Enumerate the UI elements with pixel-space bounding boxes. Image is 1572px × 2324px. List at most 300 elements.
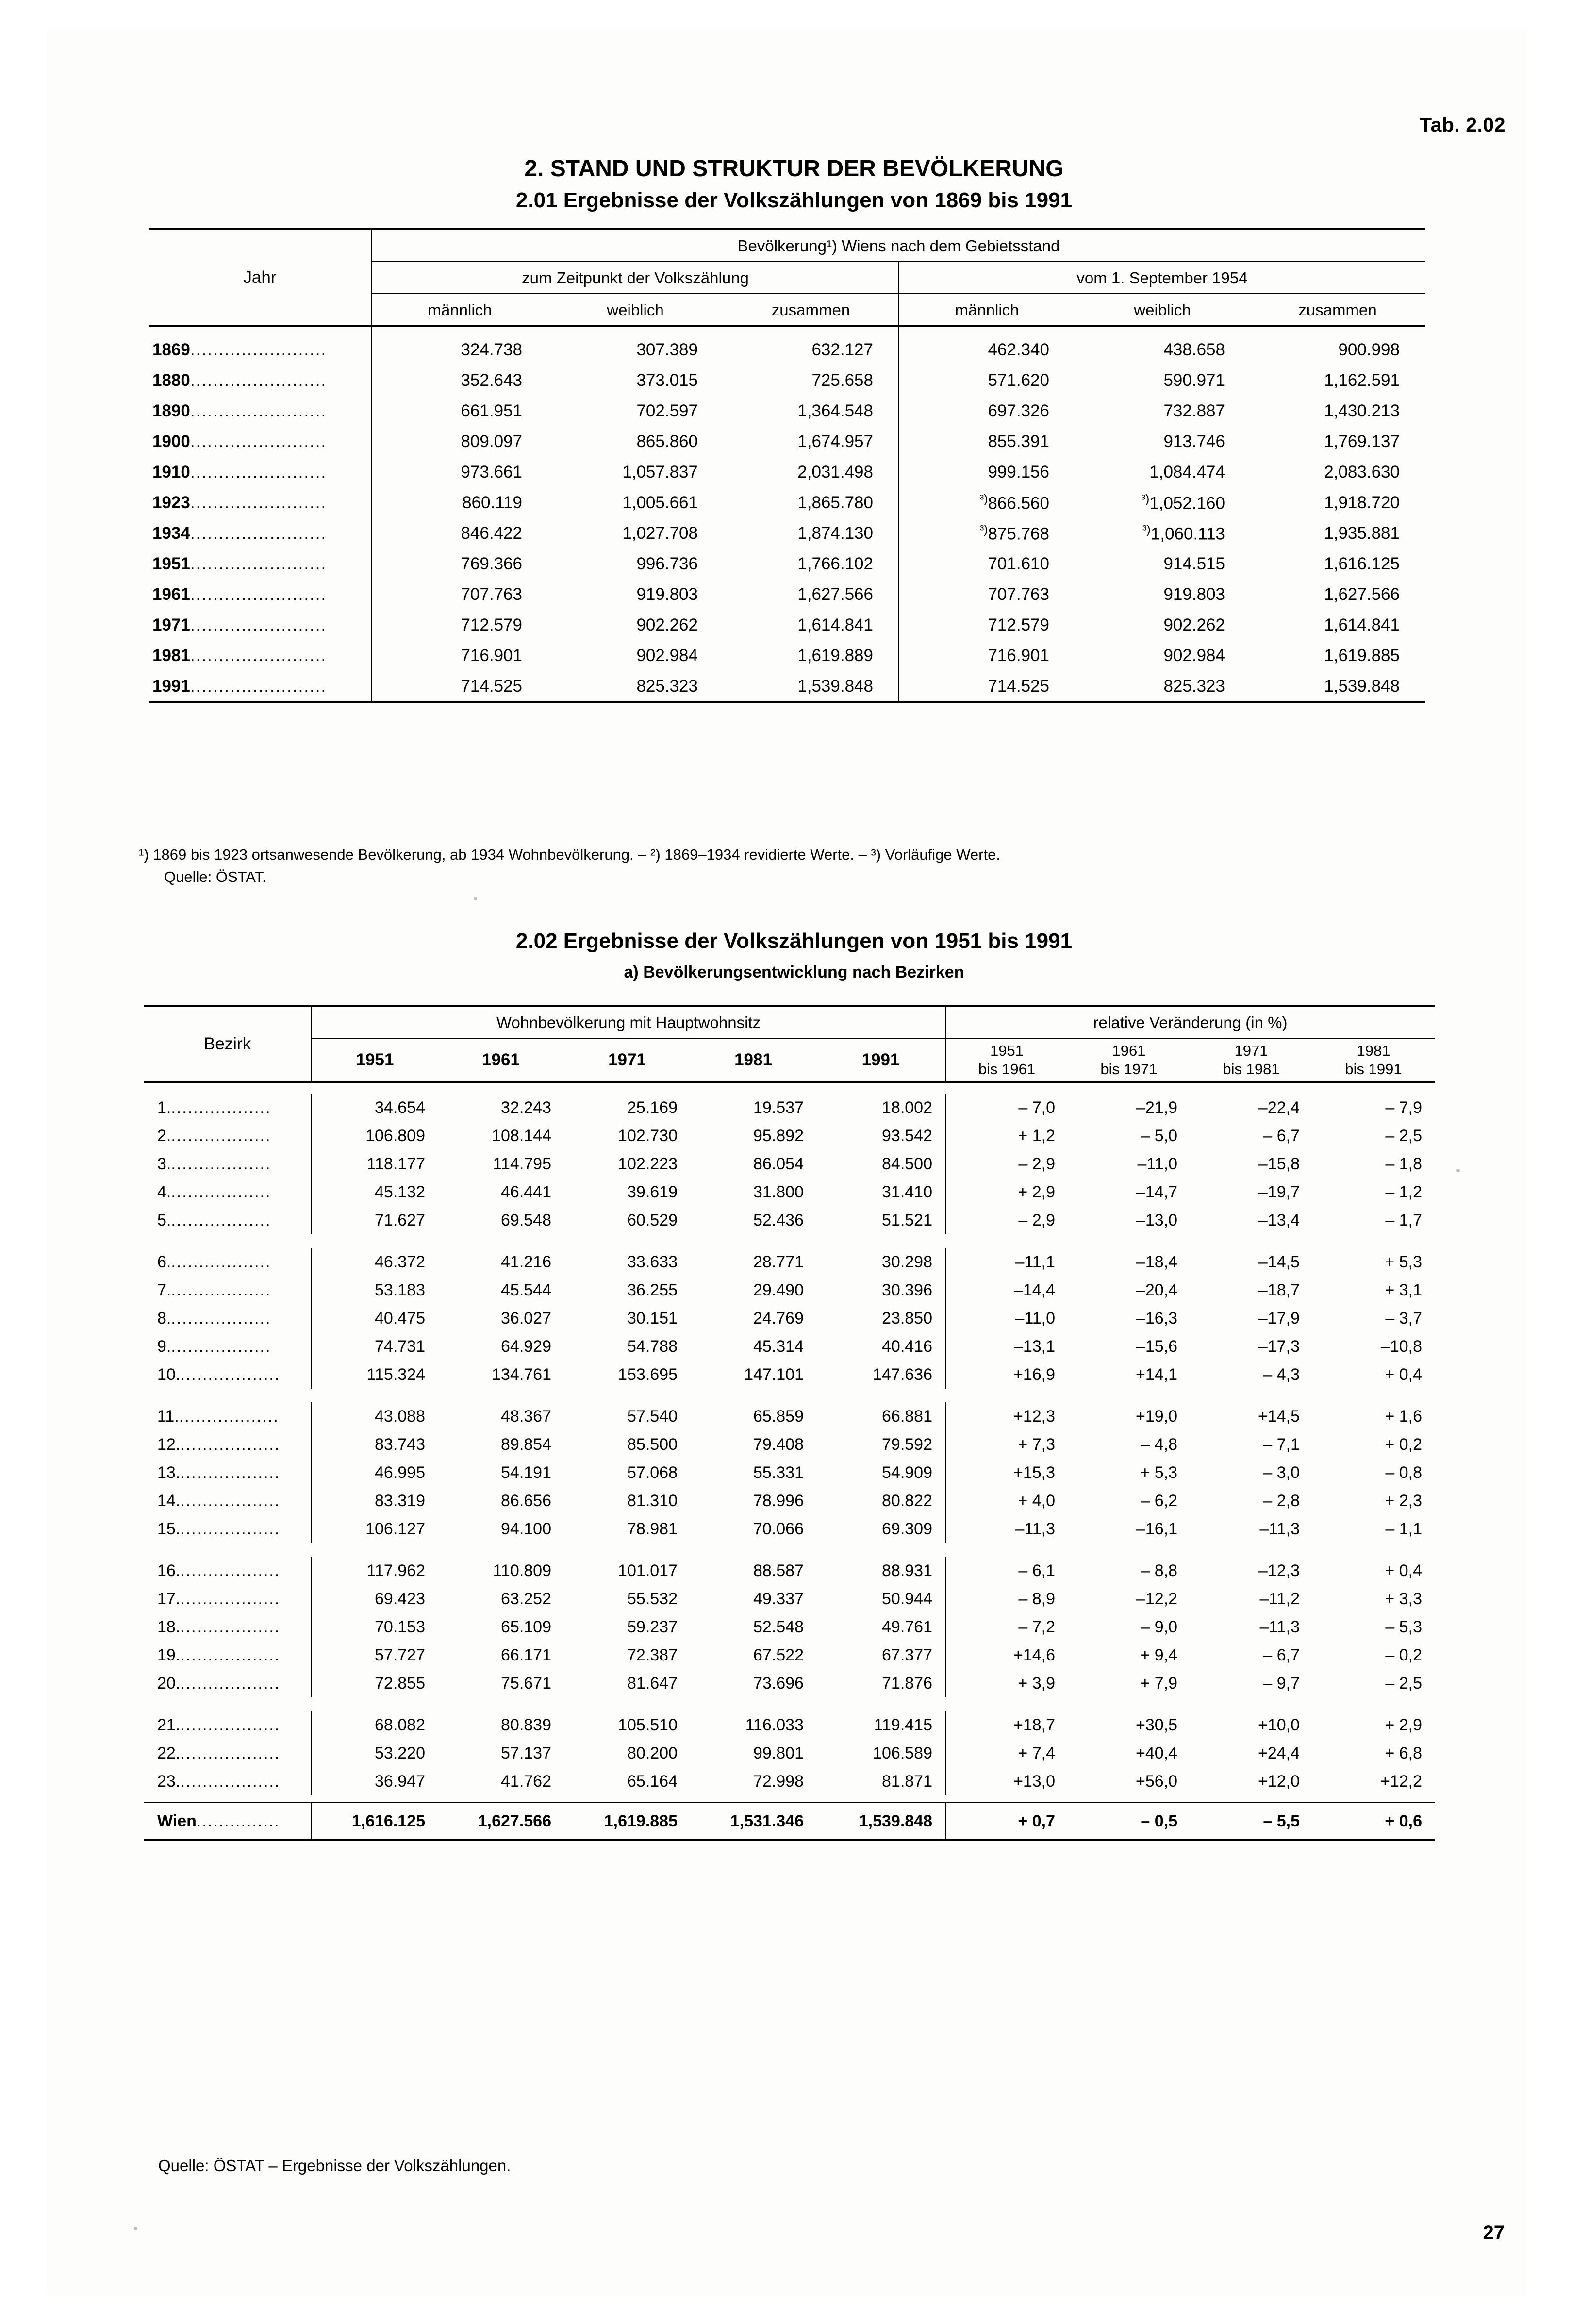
change-line-2: bis 1961 bbox=[978, 1061, 1036, 1078]
row-year: 1890 bbox=[152, 401, 190, 420]
leader-dots: ........................ bbox=[190, 646, 327, 665]
data-cell: 716.901 bbox=[988, 646, 1049, 665]
data-cell: 29.490 bbox=[753, 1280, 804, 1299]
data-cell: 714.525 bbox=[988, 676, 1049, 696]
data-cell: 30.298 bbox=[816, 1248, 945, 1276]
data-cell: – 5,3 bbox=[1385, 1617, 1422, 1636]
row-year: 1900 bbox=[152, 432, 190, 451]
total-data-cell: + 0,6 bbox=[1312, 1803, 1435, 1840]
col-header-change-1981-1991 bbox=[1312, 1038, 1435, 1082]
data-cell: +16,9 bbox=[1013, 1365, 1055, 1384]
data-cell: + 6,8 bbox=[1385, 1743, 1422, 1762]
table-row bbox=[149, 487, 1425, 518]
data-cell: 68.082 bbox=[375, 1715, 425, 1734]
data-cell: – 7,0 bbox=[1018, 1098, 1055, 1117]
data-cell: 46.372 bbox=[375, 1252, 425, 1271]
row-label-cell bbox=[144, 1402, 312, 1430]
data-cell: – 2,5 bbox=[1385, 1674, 1422, 1693]
data-cell: 632.127 bbox=[723, 326, 899, 365]
row-spacer bbox=[144, 1234, 1435, 1248]
data-cell: + 2,9 bbox=[1385, 1715, 1422, 1734]
data-cell: 1,027.708 bbox=[622, 523, 698, 543]
data-cell: 116.033 bbox=[745, 1715, 804, 1734]
row-label-cell bbox=[149, 487, 372, 518]
row-label-cell bbox=[149, 365, 372, 396]
row-district: 5. bbox=[157, 1211, 171, 1229]
data-cell: 716.901 bbox=[461, 646, 522, 665]
row-district: 17. bbox=[157, 1589, 181, 1608]
data-cell: 31.800 bbox=[753, 1182, 804, 1201]
change-line-1: 1981 bbox=[1357, 1042, 1390, 1059]
data-cell: – 1,1 bbox=[1385, 1519, 1422, 1538]
row-district: 15. bbox=[157, 1519, 181, 1538]
data-cell: –10,8 bbox=[1380, 1337, 1422, 1356]
data-cell: –13,1 bbox=[1013, 1337, 1055, 1356]
row-total-label: Wien bbox=[157, 1811, 197, 1830]
page-title: 2. STAND UND STRUKTUR DER BEVÖLKERUNG bbox=[524, 156, 1064, 182]
data-cell: $^{^3)}$1,052.160 bbox=[1141, 492, 1225, 513]
data-cell: 80.200 bbox=[627, 1743, 678, 1762]
row-label-cell bbox=[144, 1515, 312, 1543]
leader-dots: .................. bbox=[180, 1435, 281, 1454]
row-year: 1923 bbox=[152, 493, 190, 512]
row-label-cell bbox=[144, 1248, 312, 1276]
leader-dots: .................. bbox=[180, 1365, 281, 1384]
data-cell: 52.436 bbox=[753, 1211, 804, 1229]
data-cell: 46.995 bbox=[375, 1463, 425, 1482]
data-cell: 902.262 bbox=[636, 615, 698, 634]
data-cell: 69.309 bbox=[816, 1515, 945, 1543]
row-spacer bbox=[144, 1543, 1435, 1557]
data-cell: 72.855 bbox=[375, 1674, 425, 1693]
data-cell: 66.881 bbox=[816, 1402, 945, 1430]
table-row bbox=[144, 1585, 1435, 1613]
data-cell: 769.366 bbox=[461, 554, 522, 573]
data-cell: 999.156 bbox=[988, 462, 1049, 481]
data-cell: 41.216 bbox=[501, 1252, 551, 1271]
spacer-cell bbox=[144, 1082, 1435, 1094]
data-cell: – 4,3 bbox=[1263, 1365, 1300, 1384]
data-cell: 49.761 bbox=[816, 1613, 945, 1641]
data-cell: 45.314 bbox=[753, 1337, 804, 1356]
data-cell: 63.252 bbox=[501, 1589, 551, 1608]
data-cell: + 9,4 bbox=[1140, 1645, 1177, 1664]
data-cell: – 3,0 bbox=[1263, 1463, 1300, 1482]
data-cell: 919.803 bbox=[636, 584, 698, 604]
row-district: 2. bbox=[157, 1126, 171, 1145]
change-line-2: bis 1981 bbox=[1223, 1061, 1280, 1078]
table-row bbox=[144, 1122, 1435, 1150]
data-cell: 88.931 bbox=[816, 1557, 945, 1585]
data-cell: 57.727 bbox=[375, 1645, 425, 1664]
data-cell: – 7,9 bbox=[1385, 1098, 1422, 1117]
data-cell: +40,4 bbox=[1135, 1743, 1177, 1762]
change-line-2: bis 1971 bbox=[1100, 1061, 1158, 1078]
table-row bbox=[144, 1430, 1435, 1459]
table-row bbox=[149, 426, 1425, 457]
data-cell: 50.944 bbox=[816, 1585, 945, 1613]
data-cell: 43.088 bbox=[375, 1407, 425, 1426]
data-cell: 809.097 bbox=[461, 432, 522, 451]
data-cell: 46.441 bbox=[501, 1182, 551, 1201]
row-district: 3. bbox=[157, 1154, 171, 1173]
row-spacer bbox=[144, 1082, 1435, 1094]
data-cell: 590.971 bbox=[1163, 370, 1225, 390]
data-cell: –14,5 bbox=[1258, 1252, 1300, 1271]
data-cell: 95.892 bbox=[753, 1126, 804, 1145]
data-cell: –11,3 bbox=[1015, 1519, 1055, 1538]
data-cell: –11,1 bbox=[1015, 1252, 1055, 1271]
table-row bbox=[149, 229, 1425, 262]
row-year: 1910 bbox=[152, 462, 190, 481]
data-cell: – 6,7 bbox=[1263, 1126, 1300, 1145]
total-data-cell: 1,619.885 bbox=[564, 1803, 690, 1840]
data-cell: 45.132 bbox=[375, 1182, 425, 1201]
row-label-cell bbox=[149, 457, 372, 487]
data-cell: 30.396 bbox=[816, 1276, 945, 1304]
total-data-cell: 1,616.125 bbox=[312, 1803, 438, 1840]
data-cell: 902.984 bbox=[636, 646, 698, 665]
table-row bbox=[149, 548, 1425, 579]
data-cell: 67.522 bbox=[753, 1645, 804, 1664]
data-cell: –12,3 bbox=[1258, 1561, 1300, 1580]
total-data-cell: 1,627.566 bbox=[438, 1803, 564, 1840]
data-cell: –17,9 bbox=[1258, 1309, 1300, 1328]
data-cell: 69.423 bbox=[375, 1589, 425, 1608]
leader-dots: .................. bbox=[180, 1645, 281, 1664]
data-cell: 33.633 bbox=[627, 1252, 678, 1271]
data-cell: 31.410 bbox=[816, 1178, 945, 1206]
data-cell: –16,1 bbox=[1136, 1519, 1177, 1538]
data-cell: –11,0 bbox=[1137, 1154, 1177, 1173]
data-cell: 79.592 bbox=[816, 1430, 945, 1459]
data-cell: 324.738 bbox=[461, 340, 522, 359]
row-label-cell bbox=[144, 1669, 312, 1697]
table-row bbox=[149, 396, 1425, 426]
row-district: 21. bbox=[157, 1715, 181, 1734]
data-cell: –13,0 bbox=[1136, 1211, 1177, 1229]
row-district: 14. bbox=[157, 1491, 181, 1510]
data-cell: 65.164 bbox=[627, 1772, 678, 1791]
data-cell: 117.962 bbox=[366, 1561, 425, 1580]
col-header-b-weiblich: weiblich bbox=[1075, 294, 1250, 326]
row-spacer bbox=[144, 1795, 1435, 1803]
data-cell: 41.762 bbox=[501, 1772, 551, 1791]
speck-mark bbox=[134, 2227, 137, 2230]
col-header-1991: 1991 bbox=[816, 1038, 945, 1082]
data-cell: 913.746 bbox=[1163, 432, 1225, 451]
table-row bbox=[144, 1641, 1435, 1669]
data-cell: – 9,7 bbox=[1263, 1674, 1300, 1693]
row-label-cell bbox=[144, 1430, 312, 1459]
row-year: 1951 bbox=[152, 554, 190, 573]
table-row bbox=[144, 1515, 1435, 1543]
data-cell: – 0,8 bbox=[1385, 1463, 1422, 1482]
col-header-b-maennlich: männlich bbox=[899, 294, 1075, 326]
table-row bbox=[149, 671, 1425, 702]
table-row bbox=[144, 1711, 1435, 1739]
data-cell: 1,614.841 bbox=[723, 610, 899, 640]
col-header-veraenderung: relative Veränderung (in %) bbox=[945, 1006, 1435, 1038]
leader-dots: ........................ bbox=[190, 370, 327, 390]
data-cell: 86.054 bbox=[753, 1154, 804, 1173]
data-cell: –12,2 bbox=[1136, 1589, 1177, 1608]
table-bottom-rule bbox=[149, 702, 1425, 705]
data-cell: 40.416 bbox=[816, 1332, 945, 1361]
data-cell: 65.859 bbox=[753, 1407, 804, 1426]
data-cell: + 3,3 bbox=[1385, 1589, 1422, 1608]
leader-dots: .................. bbox=[180, 1561, 281, 1580]
leader-dots: .................. bbox=[180, 1463, 281, 1482]
data-cell: 725.658 bbox=[723, 365, 899, 396]
table-row bbox=[144, 1304, 1435, 1332]
data-cell: 69.548 bbox=[501, 1211, 551, 1229]
row-label-cell bbox=[144, 1557, 312, 1585]
data-cell: – 2,5 bbox=[1385, 1126, 1422, 1145]
row-spacer bbox=[144, 1389, 1435, 1402]
row-district: 23. bbox=[157, 1772, 181, 1791]
leader-dots: ........................ bbox=[190, 401, 327, 420]
row-label-cell bbox=[149, 671, 372, 702]
section-subtitle-2-02a: a) Bevölkerungsentwicklung nach Bezirken bbox=[624, 963, 964, 981]
total-data-cell: + 0,7 bbox=[945, 1803, 1068, 1840]
row-label-cell bbox=[149, 548, 372, 579]
data-cell: 72.998 bbox=[753, 1772, 804, 1791]
data-cell: +14,1 bbox=[1135, 1365, 1177, 1384]
data-cell: +14,6 bbox=[1013, 1645, 1055, 1664]
data-cell: 32.243 bbox=[501, 1098, 551, 1117]
leader-dots: .................. bbox=[171, 1154, 271, 1173]
data-cell: 74.731 bbox=[375, 1337, 425, 1356]
data-cell: –14,7 bbox=[1136, 1182, 1177, 1201]
table-row bbox=[144, 1094, 1435, 1122]
data-cell: 39.619 bbox=[627, 1182, 678, 1201]
change-line-1: 1951 bbox=[990, 1042, 1024, 1059]
data-cell: – 1,2 bbox=[1385, 1182, 1422, 1201]
spacer-cell bbox=[144, 1234, 1435, 1248]
data-cell: + 2,9 bbox=[1018, 1182, 1055, 1201]
data-cell: 147.101 bbox=[744, 1365, 804, 1384]
table-row bbox=[144, 1361, 1435, 1389]
leader-dots: ........................ bbox=[190, 462, 327, 481]
data-cell: 102.223 bbox=[618, 1154, 678, 1173]
tab-label: Tab. 2.02 bbox=[1420, 114, 1506, 136]
data-cell: 1,769.137 bbox=[1324, 432, 1400, 451]
data-cell: 996.736 bbox=[636, 554, 698, 573]
data-cell: 60.529 bbox=[627, 1211, 678, 1229]
data-cell: 1,627.566 bbox=[723, 579, 899, 610]
table-row bbox=[144, 1487, 1435, 1515]
col-header-wohnbevoelkerung: Wohnbevölkerung mit Hauptwohnsitz bbox=[312, 1006, 945, 1038]
data-cell: 307.389 bbox=[636, 340, 698, 359]
data-cell: – 3,7 bbox=[1385, 1309, 1422, 1328]
row-label-cell bbox=[144, 1332, 312, 1361]
row-label-cell bbox=[144, 1739, 312, 1767]
spacer-cell bbox=[144, 1543, 1435, 1557]
table-row bbox=[149, 365, 1425, 396]
row-district: 1. bbox=[157, 1098, 171, 1117]
data-cell: 53.183 bbox=[375, 1280, 425, 1299]
row-district: 19. bbox=[157, 1645, 181, 1664]
data-cell: 55.532 bbox=[627, 1589, 678, 1608]
row-label-cell bbox=[144, 1122, 312, 1150]
row-label-cell bbox=[144, 1585, 312, 1613]
row-label-cell bbox=[144, 1361, 312, 1389]
row-year: 1880 bbox=[152, 370, 190, 390]
data-cell: 93.542 bbox=[816, 1122, 945, 1150]
data-cell: 900.998 bbox=[1338, 340, 1400, 359]
data-cell: 24.769 bbox=[753, 1309, 804, 1328]
leader-dots: .................. bbox=[171, 1252, 271, 1271]
table-row bbox=[149, 610, 1425, 640]
data-cell: – 6,7 bbox=[1263, 1645, 1300, 1664]
data-cell: 1,619.885 bbox=[1324, 646, 1400, 665]
data-cell: 51.521 bbox=[816, 1206, 945, 1234]
leader-dots: ........................ bbox=[190, 554, 327, 573]
leader-dots: .................. bbox=[180, 1589, 281, 1608]
col-header-zeitpunkt: zum Zeitpunkt der Volkszählung bbox=[372, 262, 899, 294]
data-cell: –19,7 bbox=[1258, 1182, 1300, 1201]
row-label-cell bbox=[144, 1459, 312, 1487]
data-cell: 707.763 bbox=[461, 584, 522, 604]
row-label-cell bbox=[149, 640, 372, 671]
data-cell: 1,364.548 bbox=[723, 396, 899, 426]
footnote-source-1: Quelle: ÖSTAT. bbox=[164, 868, 266, 885]
table-row bbox=[144, 1248, 1435, 1276]
data-cell: 54.191 bbox=[501, 1463, 551, 1482]
data-cell: –21,9 bbox=[1136, 1098, 1177, 1117]
leader-dots: .................. bbox=[180, 1674, 281, 1693]
data-cell: 81.871 bbox=[816, 1767, 945, 1795]
change-line-2: bis 1991 bbox=[1345, 1061, 1402, 1078]
data-cell: 78.981 bbox=[627, 1519, 678, 1538]
data-cell: 108.144 bbox=[492, 1126, 551, 1145]
row-label-cell bbox=[144, 1178, 312, 1206]
data-cell: + 0,4 bbox=[1385, 1365, 1422, 1384]
table-census-1869-1991 bbox=[149, 228, 1425, 705]
row-district: 9. bbox=[157, 1337, 171, 1356]
data-cell: +12,2 bbox=[1380, 1772, 1422, 1791]
data-cell: 825.323 bbox=[636, 676, 698, 696]
leader-dots: ........................ bbox=[190, 615, 327, 634]
data-cell: + 7,4 bbox=[1018, 1743, 1055, 1762]
data-cell: 102.730 bbox=[618, 1126, 678, 1145]
table-row bbox=[144, 1178, 1435, 1206]
leader-dots: .................. bbox=[180, 1743, 281, 1762]
col-header-gebietsstand-1954: vom 1. September 1954 bbox=[899, 262, 1425, 294]
leader-dots: .................. bbox=[171, 1182, 271, 1201]
data-cell: 846.422 bbox=[461, 523, 522, 543]
data-cell: 105.510 bbox=[618, 1715, 678, 1734]
data-cell: + 1,6 bbox=[1385, 1407, 1422, 1426]
row-label-cell bbox=[149, 579, 372, 610]
data-cell: + 5,3 bbox=[1140, 1463, 1177, 1482]
data-cell: +13,0 bbox=[1013, 1772, 1055, 1791]
data-cell: 707.763 bbox=[988, 584, 1049, 604]
data-cell: 86.656 bbox=[501, 1491, 551, 1510]
data-cell: 80.839 bbox=[501, 1715, 551, 1734]
row-label-cell bbox=[149, 610, 372, 640]
data-cell: –15,8 bbox=[1258, 1154, 1300, 1173]
data-cell: 79.408 bbox=[753, 1435, 804, 1454]
data-cell: 1,614.841 bbox=[1324, 615, 1400, 634]
data-cell: 1,918.720 bbox=[1324, 493, 1400, 512]
leader-dots: .................. bbox=[171, 1337, 271, 1356]
data-cell: 119.415 bbox=[816, 1711, 945, 1739]
data-cell: 2,083.630 bbox=[1324, 462, 1400, 481]
data-cell: 1,674.957 bbox=[723, 426, 899, 457]
row-label-cell bbox=[144, 1711, 312, 1739]
document-content bbox=[47, 28, 1527, 2296]
document-sheet bbox=[47, 28, 1527, 2296]
row-label-cell bbox=[144, 1641, 312, 1669]
data-cell: 973.661 bbox=[461, 462, 522, 481]
data-cell: 34.654 bbox=[375, 1098, 425, 1117]
data-cell: 71.876 bbox=[816, 1669, 945, 1697]
data-cell: 1,619.889 bbox=[723, 640, 899, 671]
data-cell: 83.743 bbox=[375, 1435, 425, 1454]
leader-dots: .................. bbox=[180, 1772, 281, 1791]
data-cell: 81.647 bbox=[627, 1674, 678, 1693]
page-subtitle: 2.01 Ergebnisse der Volkszählungen von 1869 bis 1991 bbox=[515, 188, 1073, 212]
footnote-line-1: ¹) 1869 bis 1923 ortsanwesende Bevölkerung, ab 1934 Wohnbevölkerung. – ²) 1869–1934 revidierte Werte. – ³) Vorläufige Werte. bbox=[139, 846, 1000, 863]
data-cell: 106.589 bbox=[816, 1739, 945, 1767]
col-header-1981: 1981 bbox=[690, 1038, 816, 1082]
leader-dots: .................. bbox=[180, 1715, 281, 1734]
data-cell: +24,4 bbox=[1258, 1743, 1300, 1762]
data-cell: 85.500 bbox=[627, 1435, 678, 1454]
table-row bbox=[144, 1739, 1435, 1767]
data-cell: 118.177 bbox=[366, 1154, 425, 1173]
table-row bbox=[144, 1332, 1435, 1361]
row-label-cell bbox=[149, 396, 372, 426]
data-cell: 48.367 bbox=[501, 1407, 551, 1426]
data-cell: 714.525 bbox=[461, 676, 522, 696]
col-header-b-zusammen: zusammen bbox=[1250, 294, 1425, 326]
data-cell: 19.537 bbox=[753, 1098, 804, 1117]
row-label-cell bbox=[144, 1487, 312, 1515]
row-district: 20. bbox=[157, 1674, 181, 1693]
data-cell: –11,2 bbox=[1259, 1589, 1300, 1608]
data-cell: 110.809 bbox=[493, 1561, 551, 1580]
data-cell: – 6,2 bbox=[1141, 1491, 1177, 1510]
col-header-a-maennlich: männlich bbox=[372, 294, 547, 326]
data-cell: 1,935.881 bbox=[1324, 523, 1400, 543]
data-cell: – 5,0 bbox=[1141, 1126, 1177, 1145]
data-cell: – 2,9 bbox=[1018, 1154, 1055, 1173]
data-cell: 53.220 bbox=[375, 1743, 425, 1762]
data-cell: 88.587 bbox=[753, 1561, 804, 1580]
data-cell: –20,4 bbox=[1136, 1280, 1177, 1299]
col-header-change-1961-1971 bbox=[1068, 1038, 1190, 1082]
data-cell: 89.854 bbox=[501, 1435, 551, 1454]
data-cell: 40.475 bbox=[375, 1309, 425, 1328]
row-label-cell bbox=[149, 326, 372, 365]
data-cell: 57.068 bbox=[627, 1463, 678, 1482]
data-cell: 30.151 bbox=[627, 1309, 678, 1328]
data-cell: 115.324 bbox=[366, 1365, 425, 1384]
data-cell: 114.795 bbox=[493, 1154, 551, 1173]
row-district: 22. bbox=[157, 1743, 181, 1762]
data-cell: 57.137 bbox=[501, 1743, 551, 1762]
table-row bbox=[144, 1276, 1435, 1304]
data-cell: 732.887 bbox=[1163, 401, 1225, 420]
data-cell: 45.544 bbox=[501, 1280, 551, 1299]
data-cell: 919.803 bbox=[1163, 584, 1225, 604]
data-cell: 1,627.566 bbox=[1324, 584, 1400, 604]
data-cell: 65.109 bbox=[501, 1617, 551, 1636]
leader-dots: .................. bbox=[171, 1309, 271, 1328]
